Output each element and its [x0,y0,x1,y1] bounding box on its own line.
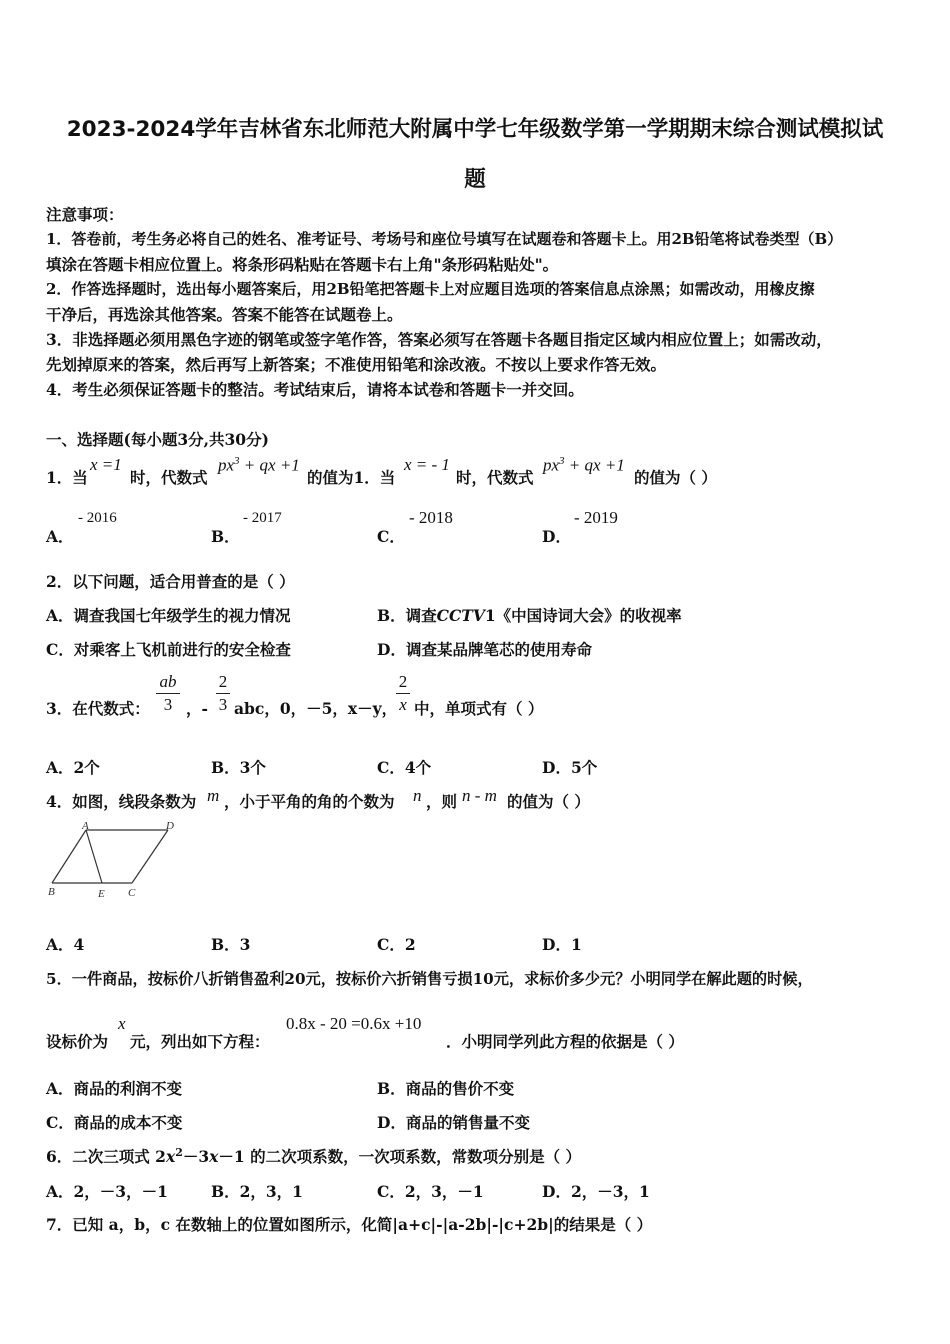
q1-text-3: 的值为1．当 [307,468,396,487]
q2-stem: 2．以下问题，适合用普查的是（ ） [46,572,295,591]
label-e: E [98,888,105,900]
q2-option-a: A．调查我国七年级学生的视力情况 [46,606,291,625]
label-d: D [166,820,174,832]
q4-math-n: n [413,786,422,805]
notice-line-3: 2．作答选择题时，选出每小题答案后，用2B铅笔把答题卡上对应题目选项的答案信息点涂黑；如需改动，用橡皮擦 [46,280,815,298]
q3-option-a: A．2个 [46,758,100,777]
q4-math-m: m [207,786,220,805]
notice-line-6: 先划掉原来的答案，然后再写上新答案；不准使用铅笔和涂改液。不按以上要求作答无效。 [46,355,667,374]
q1-text-5: 的值为（ ） [634,468,717,487]
q1-option-d-value: - 2019 [574,508,618,527]
q4-option-d: D．1 [542,935,582,954]
q4-option-a: A．4 [46,935,85,954]
q3-suffix: 中，单项式有（ ） [414,699,544,718]
page-title-line2: 题 [464,167,486,192]
q3-option-b: B．3个 [211,758,266,777]
q5-equation: 0.8x - 20 =0.6x +10 [286,1014,422,1033]
q1-option-b-label: B． [211,527,240,546]
q1-option-c-value: - 2018 [409,508,453,527]
q4-text-2: ，小于平角的角的个数为 [224,792,395,811]
q6-option-a: A．2，－3，－1 [46,1182,168,1201]
q5-option-a: A．商品的利润不变 [46,1079,183,1098]
q2-option-b: B．调查CCTV1《中国诗词大会》的收视率 [377,606,682,625]
q3-middle: abc，0，－5，x－y， [234,699,398,718]
q1-text-2: 时，代数式 [130,468,208,487]
q3-fraction-ab-over-3: ab 3 [156,672,180,715]
q3-fraction-2-over-3: 2 3 [216,672,230,715]
segment-ae [86,830,102,883]
q4-text-4: 的值为（ ） [507,792,590,811]
q6-option-d: D．2，－3，1 [542,1182,650,1201]
q4-text-3: ，则 [426,792,458,811]
q1-text-4: 时，代数式 [456,468,534,487]
q5-option-d: D．商品的销售量不变 [377,1113,530,1132]
q2-option-d: D．调查某品牌笔芯的使用寿命 [377,640,592,659]
notice-line-5: 3．非选择题必须用黑色字迹的钢笔或签字笔作答，答案必须写在答题卡各题目指定区域内相应位置上；如需改动， [46,330,832,349]
q5-text-2: 元，列出如下方程： [130,1032,270,1051]
q5-text-1: 设标价为 [46,1032,109,1051]
q1-option-c-label: C． [377,527,405,546]
q1-math-expr1: $px^3$ + qx +1 [218,455,300,475]
q1-option-a-value: - 2016 [78,510,117,526]
q3-prefix: 3．在代数式： [46,699,150,718]
q5-option-b: B．商品的售价不变 [377,1079,515,1098]
q5-math-x: x [118,1014,126,1033]
notice-line-1: 1．答卷前，考生务必将自己的姓名、准考证号、考场号和座位号填写在试题卷和答题卡上。用2B铅笔将试卷类型（B） [46,230,843,248]
q2-option-c: C．对乘客上飞机前进行的安全检查 [46,640,291,659]
q4-option-b: B．3 [211,935,251,954]
q4-parallelogram-figure [44,818,184,902]
q1-text-1: 1．当 [46,468,88,487]
q3-fraction-2-over-x: 2 x [396,672,410,715]
q6-option-b: B．2，3，1 [211,1182,303,1201]
q4-math-n-minus-m: n - m [462,786,497,805]
q4-text-1: 4．如图，线段条数为 [46,792,197,811]
label-c: C [128,887,136,899]
label-a: A [82,820,89,832]
notice-heading: 注意事项： [46,205,124,224]
q1-option-d-label: D． [542,527,571,546]
q7-stem: 7．已知 a，b，c 在数轴上的位置如图所示，化简|a+c|-|a-2b|-|c+2b|的结果是（ ） [46,1215,653,1234]
q3-neg: ，- [186,699,208,718]
q3-option-d: D．5个 [542,758,598,777]
page-title-line1: 2023-2024学年吉林省东北师范大附属中学七年级数学第一学期期末综合测试模拟试 [66,117,884,142]
q1-math-expr2: $px^3$ + qx +1 [543,455,625,475]
q6-stem: 6．二次三项式 $2x^2-3x-1$ 的二次项系数，一次项系数，常数项分别是（ ） [46,1145,582,1166]
q5-option-c: C．商品的成本不变 [46,1113,183,1132]
segment-ab [52,830,86,883]
notice-line-2: 填涂在答题卡相应位置上。将条形码粘贴在答题卡右上角"条形码粘贴处"。 [46,255,559,274]
q1-option-b-value: - 2017 [243,510,282,526]
q5-text-3: ．小明同学列此方程的依据是（ ） [446,1032,684,1051]
label-b: B [48,886,55,898]
segment-dc [132,830,168,883]
q5-stem: 5．一件商品，按标价八折销售盈利20元，按标价六折销售亏损10元，求标价多少元？小明同学在解此题的时候， [46,970,813,988]
notice-line-4: 干净后，再选涂其他答案。答案不能答在试题卷上。 [46,305,403,324]
notice-line-7: 4．考生必须保证答题卡的整洁。考试结束后，请将本试卷和答题卡一并交回。 [46,380,584,399]
q3-option-c: C．4个 [377,758,432,777]
q4-option-c: C．2 [377,935,416,954]
q1-option-a-label: A． [46,527,74,546]
q1-math-x2: x = - 1 [404,455,450,474]
q6-option-c: C．2，3，－1 [377,1182,484,1201]
section-heading: 一、选择题(每小题3分,共30分) [46,430,269,449]
q1-math-x1: x =1 [90,455,122,474]
